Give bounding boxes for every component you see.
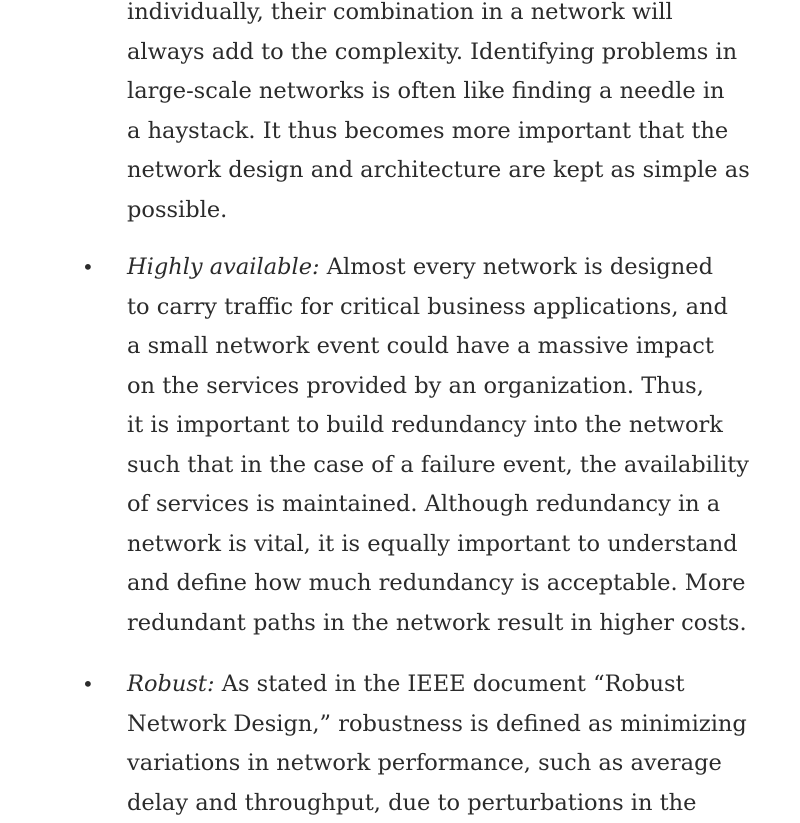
list-item-text (127, 248, 787, 643)
text-line: a small network event could have a massive impact (127, 327, 787, 367)
text-line: to carry traffic for critical business applications, and (127, 288, 787, 328)
text-line: of services is maintained. Although redundancy in a (127, 485, 787, 525)
text-line: it is important to build redundancy into the network (127, 406, 787, 446)
text-line: individually, their combination in a network will (127, 0, 787, 33)
text-line: possible. (127, 191, 787, 231)
text-line: a haystack. It thus becomes more important that the (127, 112, 787, 152)
text-line: redundant paths in the network result in higher costs. (127, 604, 787, 644)
list-item-term: Robust: (127, 671, 215, 697)
text-line (127, 248, 787, 288)
list-item-first-line: Almost every network is designed (320, 254, 713, 280)
text-line: always add to the complexity. Identifying problems in (127, 33, 787, 73)
list-item-text (127, 665, 787, 823)
bullet-marker: • (82, 248, 94, 288)
text-line: Network Design,” robustness is defined as minimizing (127, 705, 787, 745)
text-line: such that in the case of a failure event, the availability (127, 446, 787, 486)
list-item-term: Highly available: (127, 254, 320, 280)
text-line: and define how much redundancy is acceptable. More (127, 564, 787, 604)
text-line: large-scale networks is often like finding a needle in (127, 72, 787, 112)
text-line: network design and architecture are kept as simple as (127, 151, 787, 191)
text-line (127, 665, 787, 705)
bullet-marker: • (82, 665, 94, 705)
text-line: on the services provided by an organization. Thus, (127, 367, 787, 407)
text-line: network is vital, it is equally important to understand (127, 525, 787, 565)
text-line: variations in network performance, such as average (127, 744, 787, 784)
list-item-first-line: As stated in the IEEE document “Robust (215, 671, 685, 697)
paragraph-continuation-text (127, 0, 787, 230)
text-line: delay and throughput, due to perturbations in the (127, 784, 787, 823)
